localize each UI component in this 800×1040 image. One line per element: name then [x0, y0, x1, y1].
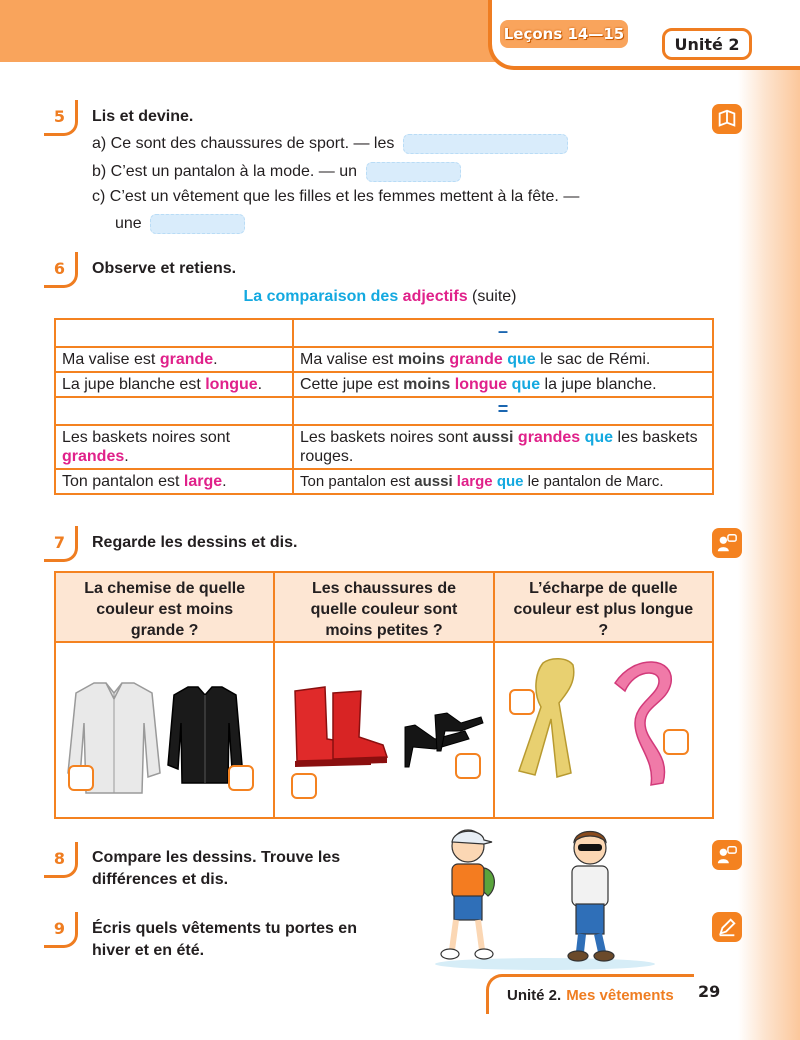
scarves-picture [495, 643, 712, 821]
adjective: large [456, 473, 493, 490]
answer-checkbox-yellow-scarf[interactable] [509, 689, 535, 715]
exercise-5-item-b [92, 162, 461, 182]
adjective: longue [205, 376, 258, 393]
item-c2-text: une [115, 215, 142, 233]
text: le sac de Rémi. [535, 351, 651, 368]
question-shirts: La chemise de quelle couleur est moins grande ? [56, 573, 273, 643]
empty-cell [55, 319, 293, 347]
comparative-word: aussi [472, 429, 514, 446]
text: La jupe blanche est [62, 376, 206, 393]
speaking-icon-2 [712, 840, 742, 870]
que-word: que [496, 473, 524, 490]
text: Ma valise est [62, 351, 160, 368]
table-cell [55, 372, 293, 397]
shoes-picture [275, 643, 492, 821]
adjective: large [183, 473, 223, 490]
lessons-badge [500, 20, 628, 48]
text: Ton pantalon est [300, 473, 415, 490]
unit-label: Unité 2 [674, 34, 740, 54]
empty-cell [55, 397, 293, 425]
pencil-icon [712, 912, 742, 942]
adjective: grandes [62, 448, 125, 465]
speaking-icon [712, 528, 742, 558]
text: le pantalon de Marc. [523, 473, 664, 490]
answer-checkbox-black-shirt[interactable] [228, 765, 254, 791]
table-row [55, 425, 713, 469]
table-cell [55, 469, 293, 494]
footer-unit-label [486, 974, 694, 1014]
text: . [222, 473, 227, 490]
yellow-scarf-icon [519, 659, 574, 777]
unit-badge [662, 28, 752, 60]
text: Les baskets noires sont [62, 429, 231, 446]
answer-checkbox-red-boots[interactable] [291, 773, 317, 799]
boy-with-sunglasses-icon [568, 832, 614, 962]
comparative-word: aussi [414, 473, 453, 490]
table-title-part-2: adjectifs [402, 288, 468, 305]
answer-checkbox-white-shirt[interactable] [68, 765, 94, 791]
table-title [0, 288, 760, 306]
exercise-number-5: 5 [44, 100, 78, 136]
exercise-5-item-c-cont [115, 214, 245, 234]
exercise-number-8: 8 [44, 842, 78, 878]
exercise-5-item-c: c) C’est un vêtement que les filles et les femmes mettent à la fête. — [92, 188, 580, 205]
exercise-9-title-line-1: Écris quels vêtements tu portes en [92, 920, 357, 937]
question-scarves: L’écharpe de quelle couleur est plus longue ? [495, 573, 712, 643]
text: Les baskets noires sont [300, 429, 473, 446]
question-shoes: Les chaussures de quelle couleur sont moins petites ? [275, 573, 492, 643]
text: la jupe blanche. [540, 376, 657, 393]
table-title-part-1: La comparaison des [243, 288, 399, 305]
footer-unit: Unité 2. [507, 987, 562, 1004]
adjective: grandes [517, 429, 581, 446]
footer-topic: Mes vêtements [566, 987, 674, 1004]
red-boots-icon [295, 687, 387, 767]
boy-with-cap-icon [441, 830, 494, 959]
exercise-9-title-line-2: hiver et en été. [92, 942, 205, 959]
answer-checkbox-black-heels[interactable] [455, 753, 481, 779]
table-cell [293, 347, 713, 372]
equal-symbol: = [293, 397, 713, 425]
table-cell [55, 425, 293, 469]
item-a-text: a) Ce sont des chaussures de sport. — les [92, 135, 395, 153]
minus-symbol: – [293, 319, 713, 347]
text: Ton pantalon est [62, 473, 184, 490]
comparative-word: moins [403, 376, 451, 393]
picture-column-scarves [495, 573, 712, 817]
adjective: grande [159, 351, 214, 368]
table-cell [293, 372, 713, 397]
adjective: grande [449, 351, 503, 368]
item-b-text: b) C’est un pantalon à la mode. — un [92, 163, 358, 181]
pink-scarf-icon [615, 662, 671, 785]
exercise-8-title-line-2: différences et dis. [92, 871, 229, 888]
exercise-number-7: 7 [44, 526, 78, 562]
table-title-part-3: (suite) [472, 288, 517, 305]
exercise-number-9: 9 [44, 912, 78, 948]
table-row [55, 469, 713, 494]
table-row [55, 372, 713, 397]
que-word: que [511, 376, 541, 393]
adjective: longue [454, 376, 508, 393]
answer-blank-c[interactable] [150, 214, 245, 234]
exercise-8-title-line-1: Compare les dessins. Trouve les [92, 849, 341, 866]
answer-blank-b[interactable] [366, 162, 461, 182]
picture-column-shirts [56, 573, 275, 817]
side-strip [738, 70, 800, 1040]
answer-blank-a[interactable] [403, 134, 568, 154]
table-row [55, 347, 713, 372]
exercise-6-title: Observe et retiens. [92, 260, 237, 277]
text: . [213, 351, 218, 368]
text: . [124, 448, 129, 465]
table-row-equal-header [55, 397, 713, 425]
text: Ma valise est [300, 351, 398, 368]
boys-illustration [420, 822, 670, 972]
text: les baskets rouges. [300, 429, 698, 465]
exercise-7-title: Regarde les dessins et dis. [92, 534, 298, 551]
exercise-5-title: Lis et devine. [92, 108, 194, 125]
picture-column-shoes [275, 573, 494, 817]
exercise-5-item-a [92, 134, 568, 154]
comparison-table [54, 318, 714, 495]
comparative-word: moins [397, 351, 445, 368]
table-row-minus-header [55, 319, 713, 347]
page-number: 29 [698, 982, 721, 1001]
que-word: que [584, 429, 614, 446]
text: . [257, 376, 263, 393]
exercise-number-6: 6 [44, 252, 78, 288]
answer-checkbox-pink-scarf[interactable] [663, 729, 689, 755]
table-cell [293, 469, 713, 494]
book-icon [712, 104, 742, 134]
que-word: que [507, 351, 536, 368]
table-cell [293, 425, 713, 469]
lessons-label: Leçons 14—15 [503, 25, 625, 43]
table-cell [55, 347, 293, 372]
picture-table [54, 571, 714, 819]
text: Cette jupe est [300, 376, 404, 393]
shirts-picture [56, 643, 273, 821]
